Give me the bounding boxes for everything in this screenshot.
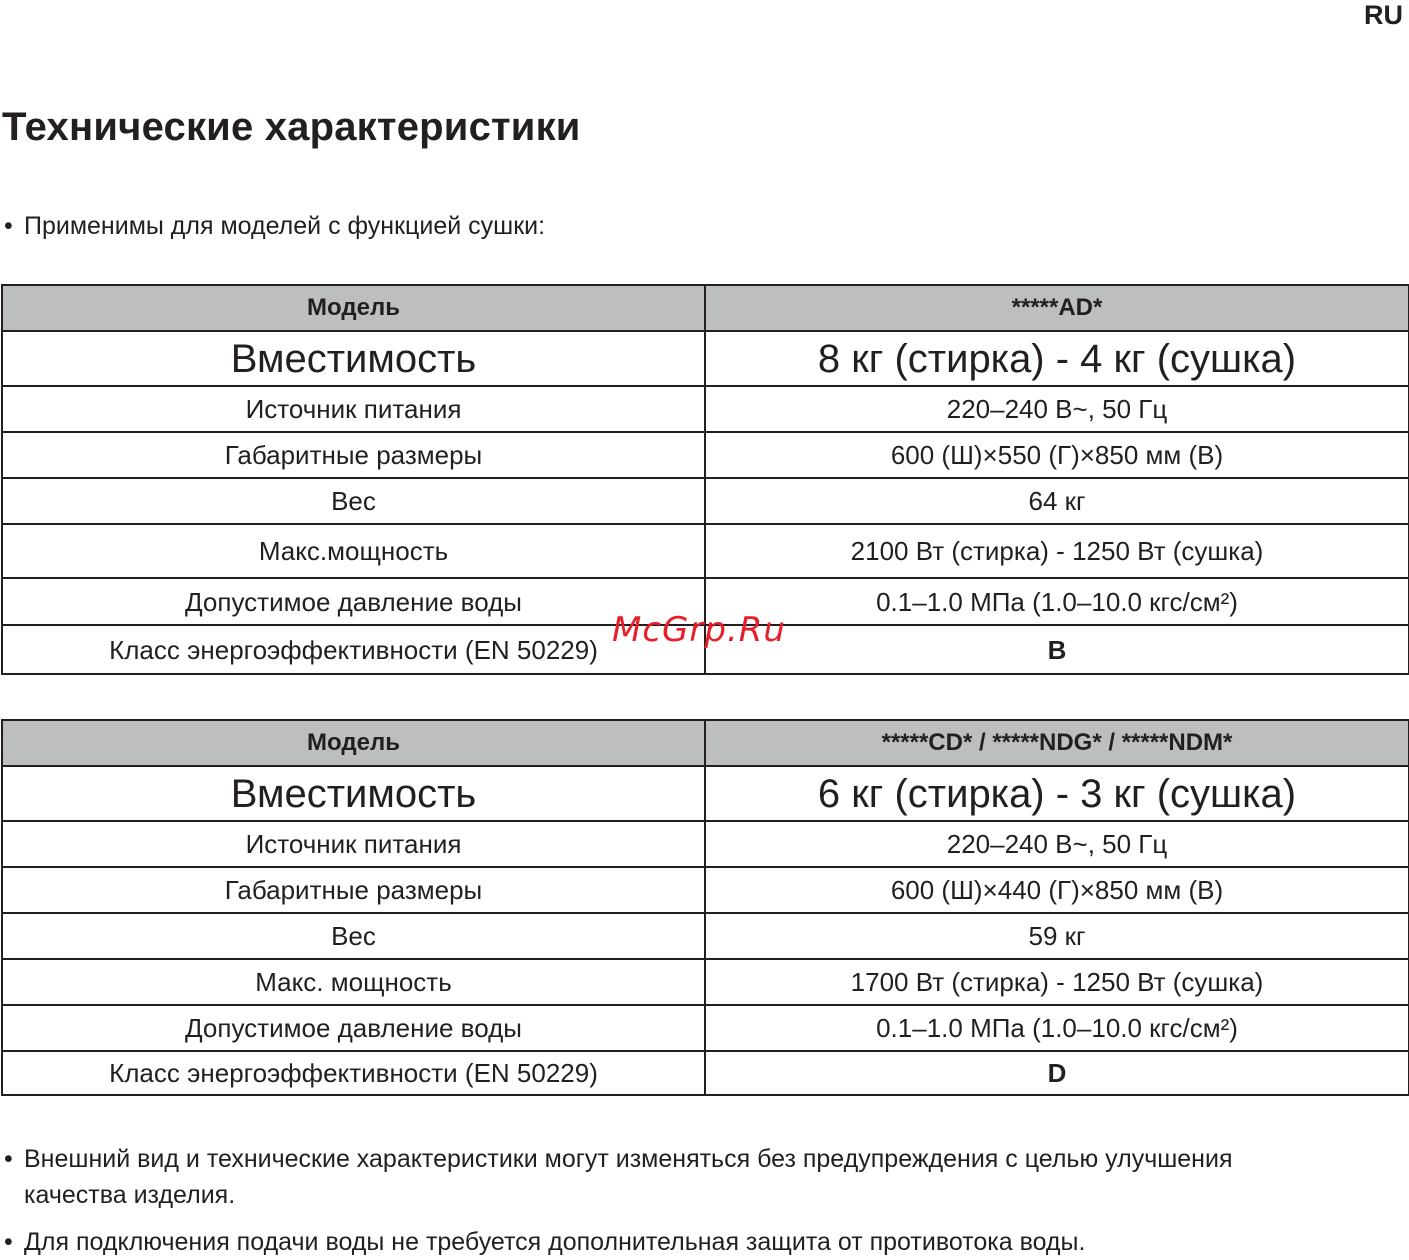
row-label: Габаритные размеры bbox=[2, 867, 705, 913]
row-label: Макс. мощность bbox=[2, 959, 705, 1005]
table-row bbox=[2, 1005, 1409, 1051]
page-title: Технические характеристики bbox=[2, 105, 581, 149]
row-value: 600 (Ш)×440 (Г)×850 мм (В) bbox=[705, 867, 1409, 913]
row-label: Класс энергоэффективности (EN 50229) bbox=[2, 625, 705, 674]
footnote-text-continued: качества изделия. bbox=[24, 1181, 236, 1209]
table-header-row bbox=[2, 285, 1409, 331]
row-value: 600 (Ш)×550 (Г)×850 мм (В) bbox=[705, 432, 1409, 478]
table-row bbox=[2, 821, 1409, 867]
model-label: Модель bbox=[2, 285, 705, 331]
model-value: *****AD* bbox=[705, 285, 1409, 331]
row-value: 1700 Вт (стирка) - 1250 Вт (сушка) bbox=[705, 959, 1409, 1005]
row-label: Макс.мощность bbox=[2, 524, 705, 578]
row-value: 2100 Вт (стирка) - 1250 Вт (сушка) bbox=[705, 524, 1409, 578]
row-label: Допустимое давление воды bbox=[2, 1005, 705, 1051]
spec-table-2 bbox=[1, 719, 1409, 1096]
intro-text: Применимы для моделей с функцией сушки: bbox=[24, 212, 546, 240]
row-label: Допустимое давление воды bbox=[2, 578, 705, 625]
row-label: Источник питания bbox=[2, 386, 705, 432]
row-value: 59 кг bbox=[705, 913, 1409, 959]
capacity-label: Вместимость bbox=[2, 331, 705, 386]
model-label: Модель bbox=[2, 720, 705, 766]
table-row bbox=[2, 478, 1409, 524]
row-value: 0.1–1.0 МПа (1.0–10.0 кгс/см²) bbox=[705, 578, 1409, 625]
row-value: D bbox=[705, 1051, 1409, 1095]
capacity-value: 6 кг (стирка) - 3 кг (сушка) bbox=[705, 766, 1409, 821]
intro-note bbox=[4, 208, 545, 244]
capacity-label: Вместимость bbox=[2, 766, 705, 821]
bullet-dot: • bbox=[4, 212, 13, 240]
model-value: *****CD* / *****NDG* / *****NDM* bbox=[705, 720, 1409, 766]
row-label: Класс энергоэффективности (EN 50229) bbox=[2, 1051, 705, 1095]
capacity-row bbox=[2, 766, 1409, 821]
bullet-dot: • bbox=[4, 1145, 13, 1173]
row-value: B bbox=[705, 625, 1409, 674]
row-label: Вес bbox=[2, 478, 705, 524]
row-label: Вес bbox=[2, 913, 705, 959]
footnote-text: Внешний вид и технические характеристики могут изменяться без предупреждения с целью улучшения bbox=[24, 1145, 1233, 1173]
row-label: Габаритные размеры bbox=[2, 432, 705, 478]
capacity-value: 8 кг (стирка) - 4 кг (сушка) bbox=[705, 331, 1409, 386]
watermark: McGrp.Ru bbox=[612, 610, 786, 650]
row-label: Источник питания bbox=[2, 821, 705, 867]
row-value: 0.1–1.0 МПа (1.0–10.0 кгс/см²) bbox=[705, 1005, 1409, 1051]
row-value: 64 кг bbox=[705, 478, 1409, 524]
table-row bbox=[2, 913, 1409, 959]
row-value: 220–240 В~, 50 Гц bbox=[705, 386, 1409, 432]
capacity-row bbox=[2, 331, 1409, 386]
footnote-text: Для подключения подачи воды не требуется дополнительная защита от противотока воды. bbox=[24, 1228, 1086, 1256]
table-header-row bbox=[2, 720, 1409, 766]
table-row bbox=[2, 524, 1409, 578]
row-value: 220–240 В~, 50 Гц bbox=[705, 821, 1409, 867]
table-row bbox=[2, 1051, 1409, 1095]
footnote-appearance bbox=[4, 1141, 1394, 1213]
table-row bbox=[2, 959, 1409, 1005]
language-code: RU bbox=[1364, 0, 1403, 30]
footnote-backflow bbox=[4, 1224, 1085, 1260]
bullet-dot: • bbox=[4, 1228, 13, 1256]
table-row bbox=[2, 867, 1409, 913]
table-row bbox=[2, 386, 1409, 432]
table-row bbox=[2, 432, 1409, 478]
